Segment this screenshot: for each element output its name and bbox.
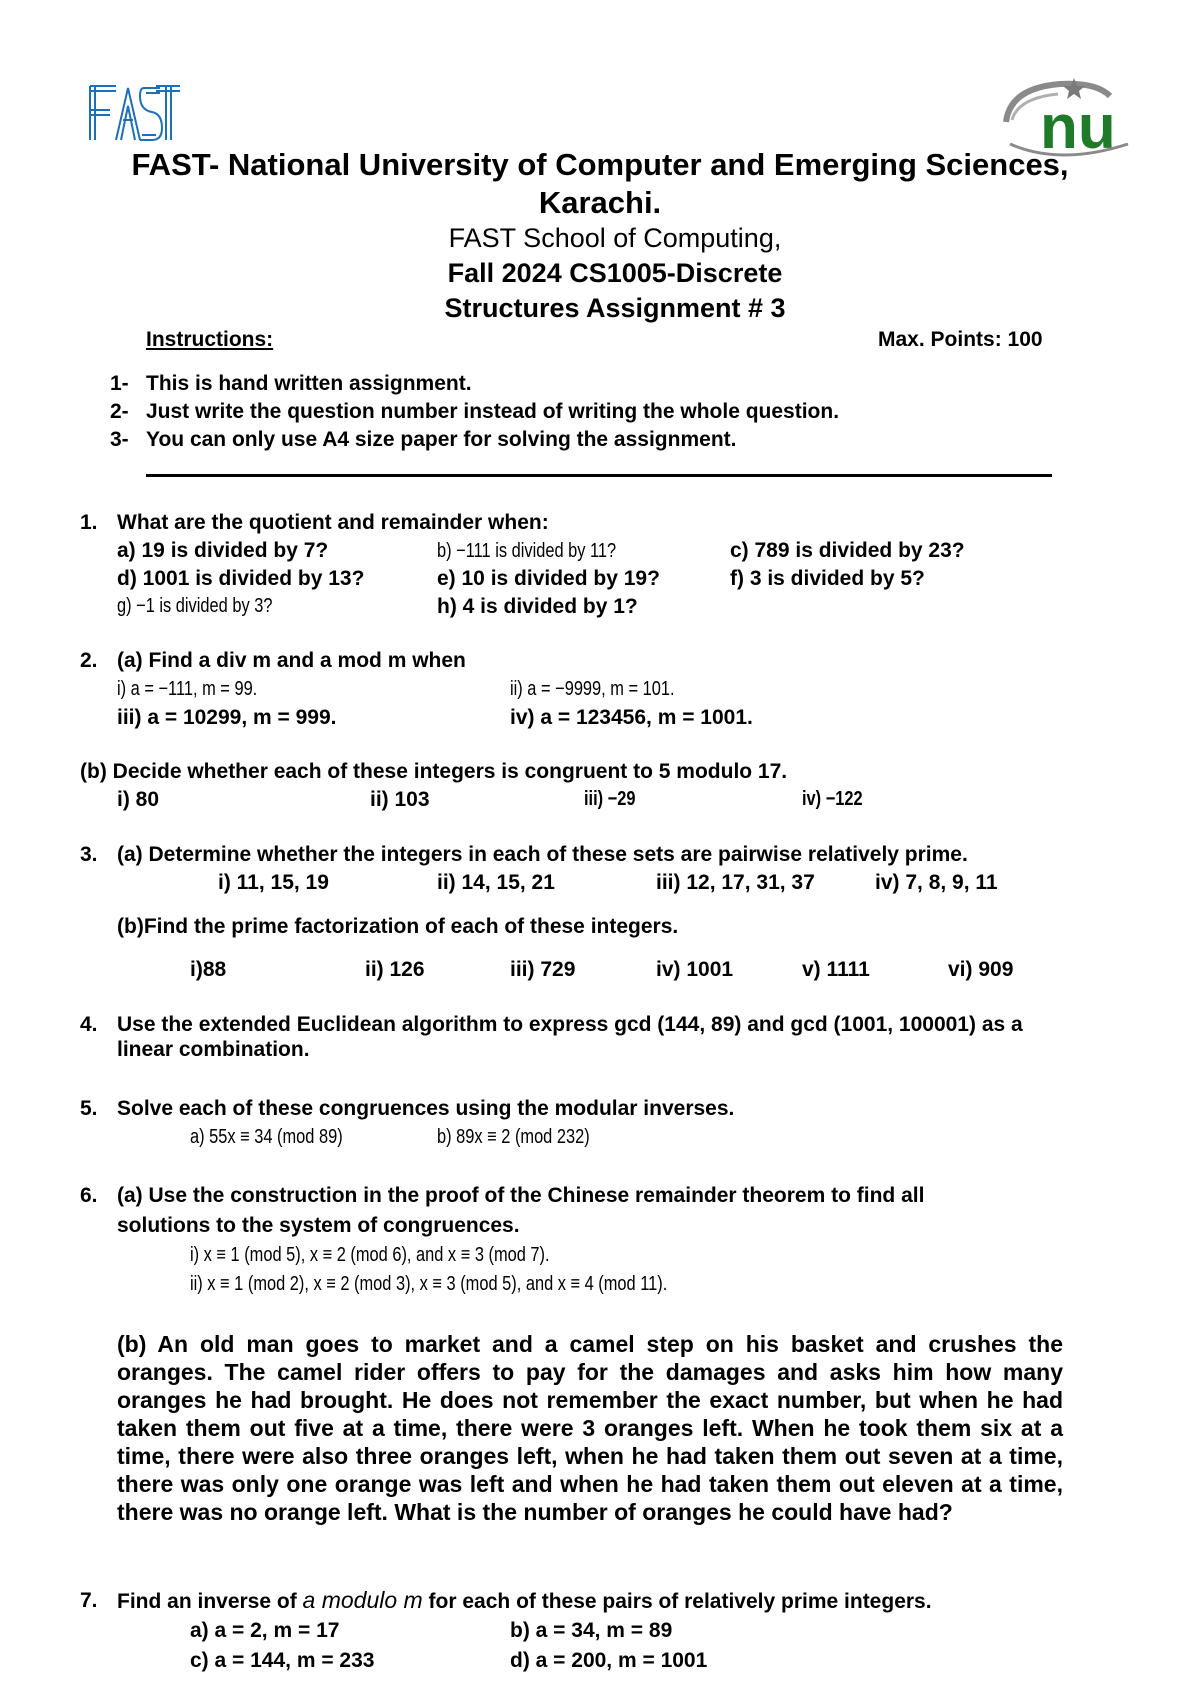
q3-item: iv) 7, 8, 9, 11 <box>875 871 998 894</box>
q1-item: e) 10 is divided by 19? <box>437 567 660 590</box>
q3b-item: ii) 126 <box>365 958 425 981</box>
q3b-item: iv) 1001 <box>656 958 734 981</box>
question-part-b: (b) Decide whether each of these integers is congruent to 5 modulo 17. <box>80 760 788 783</box>
question-part-b: (b)Find the prime factorization of each of these integers. <box>117 915 679 938</box>
q7-text-start: Find an inverse of <box>117 1590 303 1613</box>
q1-item: d) 1001 is divided by 13? <box>117 567 365 590</box>
q7-item: c) a = 144, m = 233 <box>190 1649 375 1672</box>
nu-logo-text: nu <box>1040 93 1116 160</box>
q6-item: i) x ≡ 1 (mod 5), x ≡ 2 (mod 6), and x ≡ 3 (mod 7). <box>190 1244 550 1266</box>
q3-item: ii) 14, 15, 21 <box>437 871 555 894</box>
course-title: Fall 2024 CS1005-Discrete <box>447 258 783 288</box>
q5-item: b) 89x ≡ 2 (mod 232) <box>437 1126 590 1148</box>
fast-logo <box>86 82 182 144</box>
instruction-item <box>110 400 839 424</box>
instruction-number: 2- <box>110 400 129 423</box>
question-text: (a) Determine whether the integers in each of these sets are pairwise relatively prime. <box>117 843 968 866</box>
university-city: Karachi. <box>538 185 662 220</box>
question-text: What are the quotient and remainder when: <box>117 511 549 534</box>
q2b-item: i) 80 <box>117 788 160 811</box>
question-number: 4. <box>80 1013 98 1036</box>
q2b-item: iii) −29 <box>584 788 636 810</box>
question-text: Solve each of these congruences using the modular inverses. <box>117 1097 735 1120</box>
q7-item: a) a = 2, m = 17 <box>190 1619 340 1642</box>
q7-item: d) a = 200, m = 1001 <box>510 1649 708 1672</box>
q1-item: h) 4 is divided by 1? <box>437 595 638 618</box>
question-number: 1. <box>80 511 98 534</box>
instruction-item <box>110 372 472 396</box>
q2b-item: iv) −122 <box>802 788 863 810</box>
instruction-item <box>110 428 736 452</box>
q2b-item: ii) 103 <box>370 788 430 811</box>
instruction-text: This is hand written assignment. <box>146 372 472 395</box>
q3-item: iii) 12, 17, 31, 37 <box>656 871 815 894</box>
university-name: FAST- National University of Computer and Emerging Sciences, <box>131 147 1069 182</box>
question-number: 3. <box>80 843 98 866</box>
q3b-item: iii) 729 <box>510 958 576 981</box>
q6-item: ii) x ≡ 1 (mod 2), x ≡ 2 (mod 3), x ≡ 3 (mod 5), and x ≡ 4 (mod 11). <box>190 1273 668 1295</box>
question-number: 5. <box>80 1097 98 1120</box>
q1-item: a) 19 is divided by 7? <box>117 539 329 562</box>
q7-text-end: for each of these pairs of relatively prime integers. <box>422 1590 932 1613</box>
q7-text-italic: a modulo m <box>302 1587 423 1613</box>
q1-item: f) 3 is divided by 5? <box>730 567 925 590</box>
instructions-heading: Instructions: <box>146 328 274 351</box>
instruction-number: 1- <box>110 372 129 395</box>
word-problem: (b) An old man goes to market and a camel step on his basket and crushes the oranges. The camel rider offers to pay for the damages and asks him how many oranges he had brought. He does not remember the exact number, but when he had taken them out five at a time, there were 3 oranges left. When he took them six at a time, there were also three oranges left, when he had taken them out seven at a time, there was only one orange was left and when he had taken them out eleven at a time, there was no orange left. What is the number of oranges he could have had? <box>117 1331 1063 1525</box>
question-text: Use the extended Euclidean algorithm to express gcd (144, 89) and gcd (1001, 100001) as a <box>117 1013 1023 1036</box>
q3b-item: i)88 <box>190 958 227 981</box>
school-name: FAST School of Computing, <box>448 223 782 253</box>
divider <box>146 474 1052 477</box>
question-number: 7. <box>80 1589 98 1612</box>
q1-item: g) −1 is divided by 3? <box>117 595 273 617</box>
question-text: (a) Use the construction in the proof of the Chinese remainder theorem to find all <box>117 1184 925 1207</box>
q1-item: b) −111 is divided by 11? <box>437 540 617 562</box>
instruction-text: Just write the question number instead of writing the whole question. <box>146 400 840 423</box>
q3b-item: vi) 909 <box>948 958 1014 981</box>
q3-item: i) 11, 15, 19 <box>218 871 329 894</box>
question-number: 2. <box>80 649 98 672</box>
q2-item: ii) a = −9999, m = 101. <box>510 678 675 700</box>
assignment-title: Structures Assignment # 3 <box>444 293 786 323</box>
q2-item: iv) a = 123456, m = 1001. <box>510 706 753 729</box>
question-text: (a) Find a div m and a mod m when <box>117 649 466 672</box>
q7-item: b) a = 34, m = 89 <box>510 1619 673 1642</box>
max-points: Max. Points: 100 <box>878 328 1043 351</box>
q2-item: iii) a = 10299, m = 999. <box>117 706 337 729</box>
q1-item: c) 789 is divided by 23? <box>730 539 965 562</box>
question-text-continued: solutions to the system of congruences. <box>117 1214 520 1237</box>
instruction-number: 3- <box>110 428 129 451</box>
question-number: 6. <box>80 1184 98 1207</box>
q5-item: a) 55x ≡ 34 (mod 89) <box>190 1126 343 1148</box>
q2-item: i) a = −111, m = 99. <box>117 678 258 700</box>
question-text <box>117 1587 932 1614</box>
instruction-text: You can only use A4 size paper for solving the assignment. <box>146 428 737 451</box>
q3b-item: v) 1111 <box>802 958 870 981</box>
question-text-continued: linear combination. <box>117 1038 310 1061</box>
